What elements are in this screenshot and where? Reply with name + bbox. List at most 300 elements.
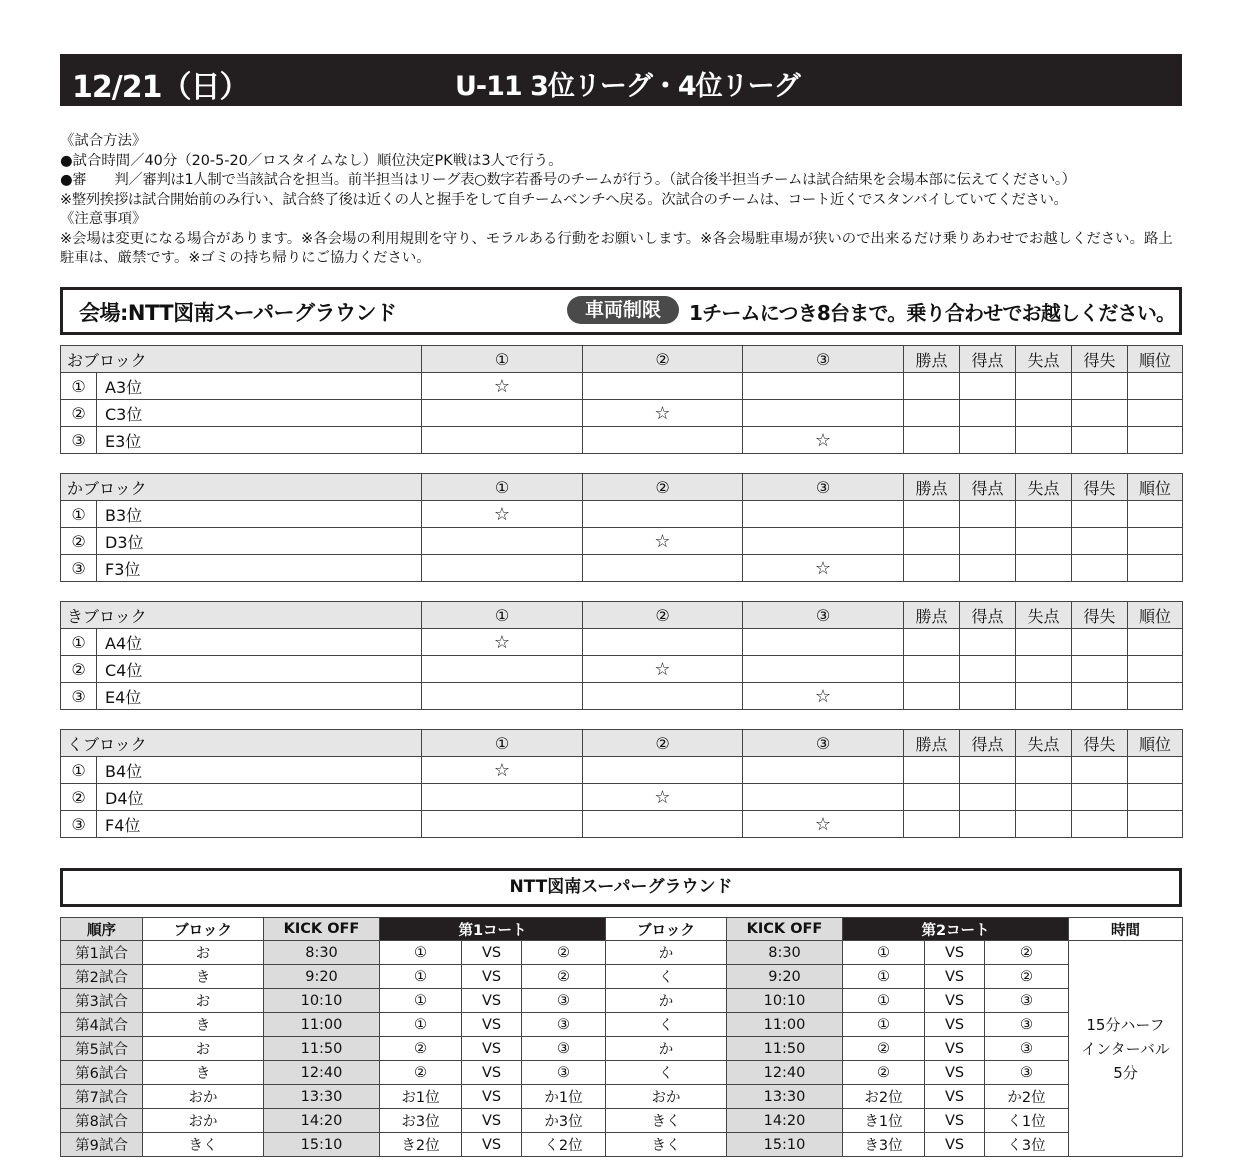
parking-limit-badge: 車両制限	[567, 296, 679, 324]
team-name: A3位	[97, 373, 422, 400]
court1-away: ③	[522, 1061, 606, 1085]
self-match-star: ☆	[743, 811, 904, 838]
block-name: きブロック	[61, 602, 422, 629]
schedule-row	[61, 1037, 1183, 1061]
self-match-star: ☆	[583, 400, 743, 427]
result-cell	[1072, 784, 1128, 811]
result-cell	[960, 683, 1016, 710]
result-cell	[1016, 784, 1072, 811]
result-cell	[960, 784, 1016, 811]
court1-home: ①	[380, 965, 462, 989]
result-cell	[904, 373, 960, 400]
court1-block: お	[143, 941, 264, 965]
result-cell	[1128, 784, 1183, 811]
court2-home: ①	[843, 989, 925, 1013]
result-cell	[960, 427, 1016, 454]
court2-kickoff: 8:30	[727, 941, 843, 965]
result-cell	[583, 811, 743, 838]
court1-away: く2位	[522, 1133, 606, 1157]
court1-vs: VS	[462, 989, 522, 1013]
notes-line: ●試合時間／40分（20-5-20／ロスタイムなし）順位決定PK戦は3人で行う。	[60, 152, 563, 169]
result-cell	[1072, 501, 1128, 528]
result-cell	[904, 683, 960, 710]
block-team-row	[61, 501, 1183, 528]
result-cell	[422, 400, 583, 427]
result-cell	[422, 683, 583, 710]
schedule-row	[61, 1133, 1183, 1157]
court1-vs: VS	[462, 941, 522, 965]
court1-block: き	[143, 965, 264, 989]
court1-kickoff: 11:00	[264, 1013, 380, 1037]
team-number: ①	[61, 501, 97, 528]
block-header-row	[61, 346, 1183, 373]
self-match-star: ☆	[583, 528, 743, 555]
result-cell	[1072, 656, 1128, 683]
court2-vs: VS	[925, 941, 985, 965]
schedule-title: NTT図南スーパーグラウンド	[60, 868, 1182, 907]
court1-kickoff: 8:30	[264, 941, 380, 965]
team-name: B4位	[97, 757, 422, 784]
block-column-header: ②	[583, 730, 743, 757]
match-order: 第6試合	[61, 1061, 143, 1085]
result-cell	[904, 528, 960, 555]
court2-block: く	[606, 965, 727, 989]
result-cell	[960, 555, 1016, 582]
team-number: ①	[61, 629, 97, 656]
court1-home: ①	[380, 989, 462, 1013]
team-name: A4位	[97, 629, 422, 656]
block-column-header: ②	[583, 602, 743, 629]
result-cell	[1128, 555, 1183, 582]
court1-home: お3位	[380, 1109, 462, 1133]
court2-away: ③	[985, 1061, 1069, 1085]
court2-home: お2位	[843, 1085, 925, 1109]
block-column-header: ②	[583, 474, 743, 501]
notes-method-heading: 《試合方法》	[60, 133, 147, 149]
result-cell	[1072, 528, 1128, 555]
block-column-header: ①	[422, 730, 583, 757]
team-name: F3位	[97, 555, 422, 582]
schedule-row	[61, 1109, 1183, 1133]
court2-kickoff: 13:30	[727, 1085, 843, 1109]
court2-home: ①	[843, 965, 925, 989]
team-name: E3位	[97, 427, 422, 454]
team-number: ①	[61, 373, 97, 400]
court2-vs: VS	[925, 1133, 985, 1157]
court2-vs: VS	[925, 1013, 985, 1037]
result-cell	[422, 427, 583, 454]
court2-home: ①	[843, 1013, 925, 1037]
team-number: ③	[61, 555, 97, 582]
self-match-star: ☆	[743, 683, 904, 710]
result-cell	[1072, 629, 1128, 656]
block-table	[60, 729, 1183, 838]
result-cell	[583, 629, 743, 656]
self-match-star: ☆	[422, 629, 583, 656]
block-table	[60, 473, 1183, 582]
block-team-row	[61, 757, 1183, 784]
block-column-header: ③	[743, 346, 904, 373]
notes	[60, 132, 1185, 269]
result-cell	[1072, 427, 1128, 454]
court2-away: ②	[985, 965, 1069, 989]
block-column-header: 順位	[1128, 730, 1183, 757]
court2-home: ②	[843, 1037, 925, 1061]
team-number: ②	[61, 528, 97, 555]
result-cell	[1016, 656, 1072, 683]
court1-kickoff: 11:50	[264, 1037, 380, 1061]
court1-away: ③	[522, 989, 606, 1013]
court2-kickoff: 11:00	[727, 1013, 843, 1037]
block-column-header: 失点	[1016, 474, 1072, 501]
result-cell	[1016, 555, 1072, 582]
court2-kickoff: 11:50	[727, 1037, 843, 1061]
result-cell	[583, 373, 743, 400]
header-court-1: 第1コート	[380, 918, 606, 941]
team-name: E4位	[97, 683, 422, 710]
team-number: ③	[61, 427, 97, 454]
block-column-header: 得失	[1072, 346, 1128, 373]
court1-kickoff: 9:20	[264, 965, 380, 989]
block-column-header: ①	[422, 346, 583, 373]
block-column-header: ③	[743, 730, 904, 757]
court2-kickoff: 9:20	[727, 965, 843, 989]
result-cell	[960, 629, 1016, 656]
court2-block: く	[606, 1013, 727, 1037]
court1-away: か3位	[522, 1109, 606, 1133]
result-cell	[1072, 373, 1128, 400]
team-number: ②	[61, 656, 97, 683]
block-column-header: 順位	[1128, 474, 1183, 501]
result-cell	[743, 757, 904, 784]
court1-block: きく	[143, 1133, 264, 1157]
schedule-row	[61, 965, 1183, 989]
court1-vs: VS	[462, 1013, 522, 1037]
result-cell	[1016, 373, 1072, 400]
time-note-line: 15分ハーフ	[1086, 1015, 1165, 1034]
block-column-header: 得失	[1072, 730, 1128, 757]
venue-box	[60, 287, 1182, 335]
court2-block: おか	[606, 1085, 727, 1109]
result-cell	[960, 757, 1016, 784]
court2-kickoff: 10:10	[727, 989, 843, 1013]
result-cell	[904, 656, 960, 683]
court2-block: か	[606, 989, 727, 1013]
result-cell	[1072, 811, 1128, 838]
result-cell	[583, 427, 743, 454]
court1-away: か1位	[522, 1085, 606, 1109]
result-cell	[743, 528, 904, 555]
court1-kickoff: 12:40	[264, 1061, 380, 1085]
court2-vs: VS	[925, 1061, 985, 1085]
result-cell	[422, 784, 583, 811]
court2-away: ③	[985, 1013, 1069, 1037]
result-cell	[904, 501, 960, 528]
result-cell	[1128, 656, 1183, 683]
block-column-header: 勝点	[904, 346, 960, 373]
team-number: ③	[61, 811, 97, 838]
court1-kickoff: 10:10	[264, 989, 380, 1013]
court1-away: ③	[522, 1037, 606, 1061]
court2-block: く	[606, 1061, 727, 1085]
result-cell	[960, 811, 1016, 838]
schedule-table	[60, 917, 1183, 1157]
header-kickoff-2: KICK OFF	[727, 918, 843, 941]
header-kickoff-1: KICK OFF	[264, 918, 380, 941]
page-header	[60, 54, 1182, 106]
result-cell	[904, 784, 960, 811]
court1-block: き	[143, 1061, 264, 1085]
result-cell	[1016, 400, 1072, 427]
match-order: 第3試合	[61, 989, 143, 1013]
court2-home: き1位	[843, 1109, 925, 1133]
court1-block: おか	[143, 1109, 264, 1133]
match-order: 第4試合	[61, 1013, 143, 1037]
block-column-header: 順位	[1128, 602, 1183, 629]
result-cell	[1128, 683, 1183, 710]
court1-away: ②	[522, 965, 606, 989]
result-cell	[1072, 683, 1128, 710]
team-name: C4位	[97, 656, 422, 683]
self-match-star: ☆	[743, 555, 904, 582]
match-order: 第5試合	[61, 1037, 143, 1061]
result-cell	[422, 811, 583, 838]
result-cell	[583, 501, 743, 528]
block-column-header: 得失	[1072, 474, 1128, 501]
team-number: ③	[61, 683, 97, 710]
court2-kickoff: 14:20	[727, 1109, 843, 1133]
result-cell	[960, 501, 1016, 528]
result-cell	[1016, 427, 1072, 454]
court2-kickoff: 15:10	[727, 1133, 843, 1157]
result-cell	[583, 757, 743, 784]
match-order: 第2試合	[61, 965, 143, 989]
block-team-row	[61, 811, 1183, 838]
result-cell	[743, 784, 904, 811]
result-cell	[1016, 501, 1072, 528]
result-cell	[1128, 629, 1183, 656]
time-note-line: インターバル	[1081, 1039, 1170, 1058]
court1-home: ①	[380, 941, 462, 965]
court2-vs: VS	[925, 1037, 985, 1061]
header-court-2: 第2コート	[843, 918, 1069, 941]
match-order: 第7試合	[61, 1085, 143, 1109]
result-cell	[1128, 811, 1183, 838]
result-cell	[960, 528, 1016, 555]
block-name: おブロック	[61, 346, 422, 373]
block-column-header: ③	[743, 474, 904, 501]
court2-block: きく	[606, 1109, 727, 1133]
result-cell	[743, 501, 904, 528]
block-column-header: 得点	[960, 602, 1016, 629]
result-cell	[904, 811, 960, 838]
schedule-row	[61, 1061, 1183, 1085]
self-match-star: ☆	[422, 373, 583, 400]
result-cell	[960, 373, 1016, 400]
result-cell	[904, 629, 960, 656]
block-team-row	[61, 784, 1183, 811]
header-block-2: ブロック	[606, 918, 727, 941]
block-column-header: 勝点	[904, 730, 960, 757]
court1-home: ②	[380, 1037, 462, 1061]
court2-kickoff: 12:40	[727, 1061, 843, 1085]
team-name: D4位	[97, 784, 422, 811]
block-column-header: 得点	[960, 730, 1016, 757]
court1-vs: VS	[462, 1085, 522, 1109]
court2-away: く3位	[985, 1133, 1069, 1157]
court2-home: ①	[843, 941, 925, 965]
team-name: B3位	[97, 501, 422, 528]
header-title: U-11 3位リーグ・4位リーグ	[455, 71, 800, 102]
schedule-row	[61, 1085, 1183, 1109]
court1-vs: VS	[462, 1109, 522, 1133]
header-order: 順序	[61, 918, 143, 941]
block-team-row	[61, 373, 1183, 400]
block-column-header: 失点	[1016, 730, 1072, 757]
result-cell	[743, 373, 904, 400]
schedule-row	[61, 989, 1183, 1013]
block-column-header: 失点	[1016, 346, 1072, 373]
block-team-row	[61, 683, 1183, 710]
block-table	[60, 345, 1183, 454]
block-header-row	[61, 474, 1183, 501]
result-cell	[1128, 373, 1183, 400]
result-cell	[743, 629, 904, 656]
notes-line: ●審 判／審判は1人制で当該試合を担当。前半担当はリーグ表○数字若番号のチームが行う。（試合後半担当チームは試合結果を会場本部に伝えてください。）	[60, 172, 1076, 188]
court1-home: ①	[380, 1013, 462, 1037]
block-name: かブロック	[61, 474, 422, 501]
team-name: C3位	[97, 400, 422, 427]
court1-away: ②	[522, 941, 606, 965]
block-team-row	[61, 629, 1183, 656]
result-cell	[1128, 501, 1183, 528]
time-note-line: 5分	[1113, 1063, 1138, 1082]
court1-block: き	[143, 1013, 264, 1037]
match-order: 第9試合	[61, 1133, 143, 1157]
court1-away: ③	[522, 1013, 606, 1037]
result-cell	[1016, 629, 1072, 656]
team-number: ②	[61, 784, 97, 811]
result-cell	[1016, 683, 1072, 710]
block-column-header: 順位	[1128, 346, 1183, 373]
block-column-header: ①	[422, 602, 583, 629]
result-cell	[904, 757, 960, 784]
match-order: 第1試合	[61, 941, 143, 965]
result-cell	[422, 555, 583, 582]
block-team-row	[61, 555, 1183, 582]
header-block-1: ブロック	[143, 918, 264, 941]
block-header-row	[61, 730, 1183, 757]
self-match-star: ☆	[583, 656, 743, 683]
court1-home: お1位	[380, 1085, 462, 1109]
self-match-star: ☆	[422, 757, 583, 784]
court1-vs: VS	[462, 965, 522, 989]
result-cell	[1016, 528, 1072, 555]
block-team-row	[61, 427, 1183, 454]
result-cell	[422, 656, 583, 683]
court2-block: きく	[606, 1133, 727, 1157]
court2-away: ②	[985, 941, 1069, 965]
block-name: くブロック	[61, 730, 422, 757]
court2-vs: VS	[925, 1085, 985, 1109]
block-column-header: 勝点	[904, 474, 960, 501]
block-table	[60, 601, 1183, 710]
block-team-row	[61, 528, 1183, 555]
court1-home: き2位	[380, 1133, 462, 1157]
notes-caution-heading: 《注意事項》	[60, 211, 147, 227]
block-column-header: 失点	[1016, 602, 1072, 629]
court2-away: く1位	[985, 1109, 1069, 1133]
result-cell	[960, 656, 1016, 683]
court2-away: ③	[985, 1037, 1069, 1061]
result-cell	[1072, 757, 1128, 784]
court2-vs: VS	[925, 965, 985, 989]
result-cell	[1128, 757, 1183, 784]
result-cell	[904, 400, 960, 427]
court2-home: ②	[843, 1061, 925, 1085]
court1-block: おか	[143, 1085, 264, 1109]
team-name: D3位	[97, 528, 422, 555]
result-cell	[1016, 811, 1072, 838]
court1-block: お	[143, 1037, 264, 1061]
block-column-header: 得点	[960, 474, 1016, 501]
result-cell	[583, 555, 743, 582]
result-cell	[1128, 400, 1183, 427]
self-match-star: ☆	[743, 427, 904, 454]
result-cell	[1072, 400, 1128, 427]
court2-block: か	[606, 941, 727, 965]
result-cell	[1128, 427, 1183, 454]
block-column-header: ③	[743, 602, 904, 629]
block-column-header: ②	[583, 346, 743, 373]
result-cell	[743, 400, 904, 427]
block-team-row	[61, 656, 1183, 683]
court1-vs: VS	[462, 1037, 522, 1061]
result-cell	[743, 656, 904, 683]
notes-line: ※会場は変更になる場合があります。※各会場の利用規則を守り、モラルある行動をお願いします。※各会場駐車場が狭いので出来るだけ乗りあわせでお越しください。路上駐車は、厳禁です。※ゴミの持ち帰りにご協力ください。	[60, 230, 1173, 266]
venue-name: 会場:NTT図南スーパーグラウンド	[79, 301, 397, 325]
court1-block: お	[143, 989, 264, 1013]
parking-note: 1チームにつき8台まで。乗り合わせでお越しください。	[689, 301, 1176, 325]
block-header-row	[61, 602, 1183, 629]
schedule-row	[61, 941, 1183, 965]
block-team-row	[61, 400, 1183, 427]
self-match-star: ☆	[422, 501, 583, 528]
court2-home: き3位	[843, 1133, 925, 1157]
block-column-header: 得点	[960, 346, 1016, 373]
result-cell	[583, 683, 743, 710]
court2-vs: VS	[925, 1109, 985, 1133]
block-column-header: ①	[422, 474, 583, 501]
court1-home: ②	[380, 1061, 462, 1085]
team-name: F4位	[97, 811, 422, 838]
match-order: 第8試合	[61, 1109, 143, 1133]
result-cell	[1072, 555, 1128, 582]
court2-away: ③	[985, 989, 1069, 1013]
court2-block: か	[606, 1037, 727, 1061]
result-cell	[904, 427, 960, 454]
team-number: ②	[61, 400, 97, 427]
result-cell	[904, 555, 960, 582]
block-column-header: 得失	[1072, 602, 1128, 629]
court2-vs: VS	[925, 989, 985, 1013]
court1-kickoff: 15:10	[264, 1133, 380, 1157]
result-cell	[422, 528, 583, 555]
block-column-header: 勝点	[904, 602, 960, 629]
court1-kickoff: 14:20	[264, 1109, 380, 1133]
self-match-star: ☆	[583, 784, 743, 811]
result-cell	[1016, 757, 1072, 784]
